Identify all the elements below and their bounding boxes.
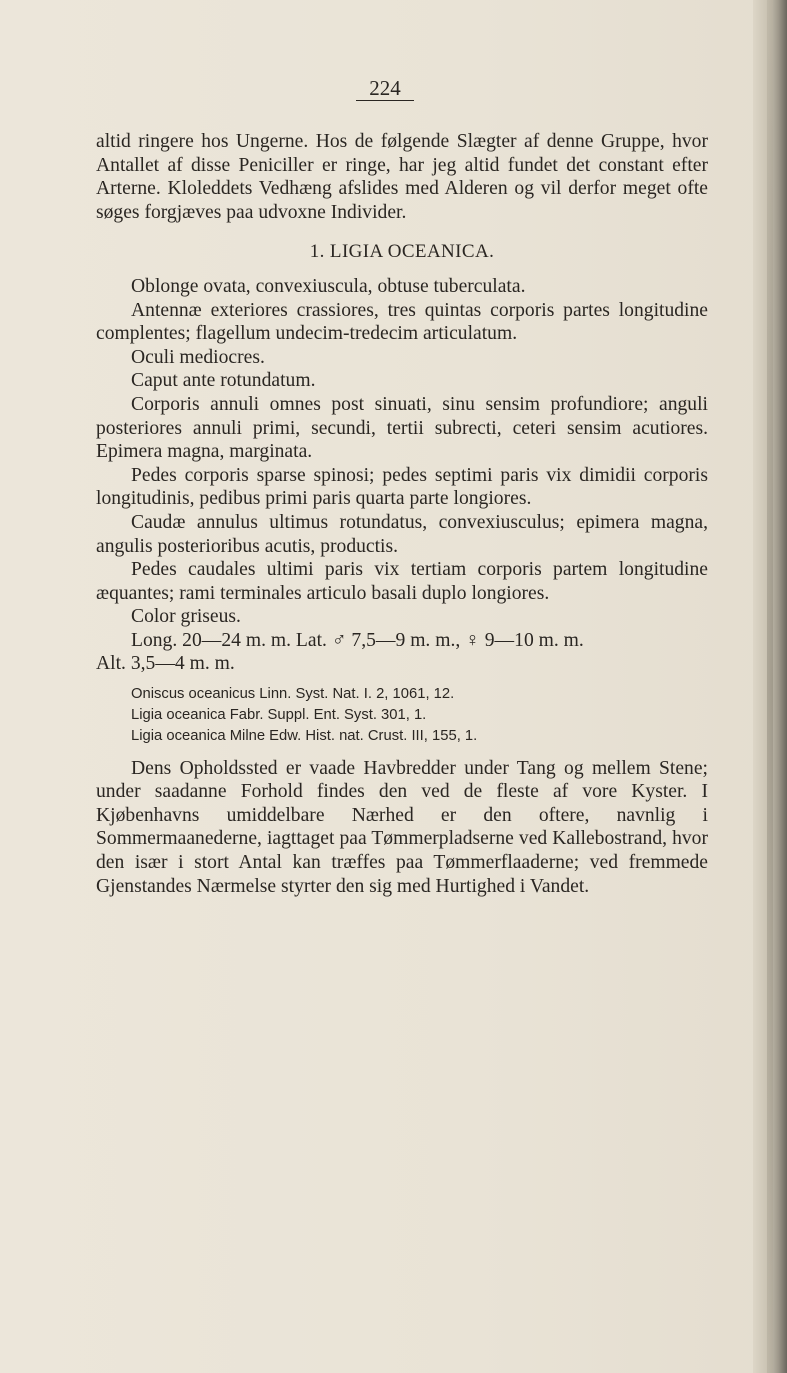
intro-paragraph: altid ringere hos Ungerne. Hos de følgende Slægter af denne Gruppe, hvor Antallet af disse Peniciller er ringe, har jeg altid fundet det constant efter Arterne. Kloleddets Vedhæng afslides med Alderen og vil derfor meget ofte søges forgjæves paa udvoxne Individer. [96, 131, 708, 223]
measurements-line: Alt. 3,5—4 m. m. [96, 653, 235, 675]
measurements-line: Long. 20—24 m. m. Lat. ♂ 7,5—9 m. m., ♀ 9—10 m. m. [131, 629, 584, 651]
description-line: Corporis annuli omnes post sinuati, sinu sensim profundiore; anguli posteriores annuli primi, secundi, tertii subrecti, ceteri sensim acutiores. Epimera magna, marginata. [96, 393, 708, 463]
description-line: Caudæ annulus ultimus rotundatus, convexiusculus; epimera magna, angulis posterioribus acutis, productis. [96, 511, 708, 557]
description-line: Color griseus. [131, 606, 241, 628]
reference-item: Ligia oceanica Fabr. Suppl. Ent. Syst. 301, 1. [131, 707, 427, 724]
description-line: Caput ante rotundatum. [131, 370, 316, 392]
references [96, 684, 708, 748]
description-line: Oculi mediocres. [131, 346, 265, 368]
habitat-paragraph: Dens Opholdssted er vaade Havbredder under Tang og mellem Stene; under saadanne Forhold findes den ved de fleste af vore Kyster. I Kjøbenhavns umiddelbare Nærhed er den oftere, navnlig i Sommermaanederne, iagttaget paa Tømmerpladserne ved Kallebostrand, hvor den især i stort Antal kan træffes paa Tømmerflaaderne; ved fremmede Gjenstandes Nærmelse styrter den sig med Hurtighed i Vandet. [96, 757, 708, 897]
description-line: Pedes caudales ultimi paris vix tertiam corporis partem longitudine æquantes; rami terminales articulo basali duplo longiores. [96, 559, 708, 604]
species-heading: 1. LIGIA OCEANICA. [309, 241, 495, 263]
description-line: Pedes corporis sparse spinosi; pedes septimi paris vix dimidii corporis longitudinis, pedibus primi paris quarta parte longiores. [96, 464, 708, 510]
reference-item: Ligia oceanica Milne Edw. Hist. nat. Crust. III, 155, 1. [131, 728, 478, 745]
reference-item: Oniscus oceanicus Linn. Syst. Nat. I. 2, 1061, 12. [131, 686, 455, 703]
description-line: Antennæ exteriores crassiores, tres quintas corporis partes longitudine complentes; flagellum undecim-tredecim articulatum. [96, 299, 708, 345]
body-text [96, 130, 708, 898]
description-line: Oblonge ovata, convexiuscula, obtuse tuberculata. [131, 275, 526, 297]
page-number: 224 [356, 76, 414, 101]
spine-shadow [767, 0, 773, 1373]
